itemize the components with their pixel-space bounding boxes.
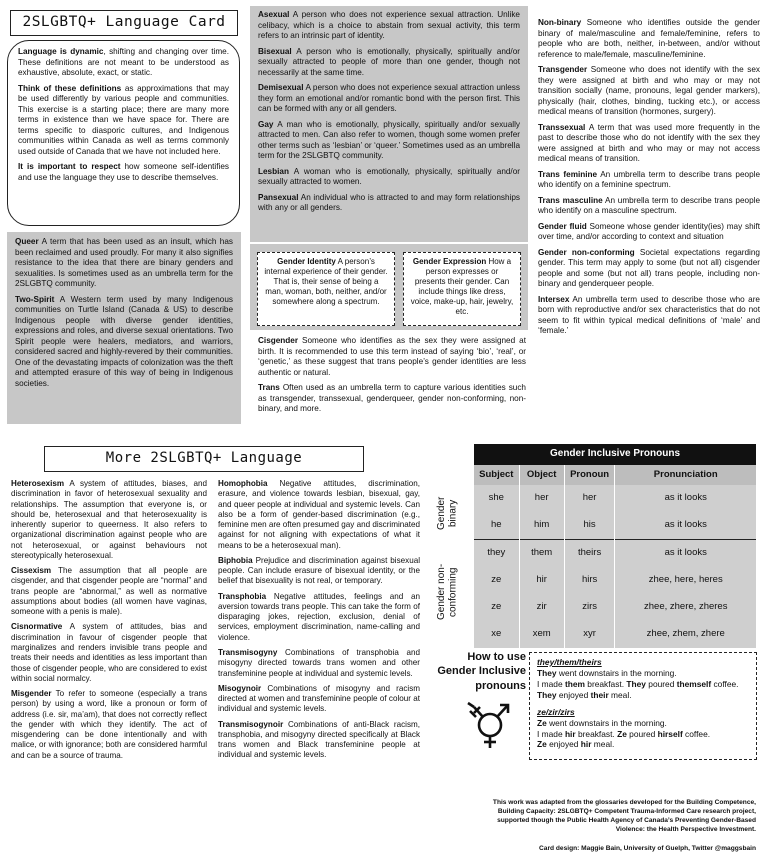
term-label: Misogynoir xyxy=(218,683,262,693)
term-label: Transgender xyxy=(538,65,588,74)
term-label: Transsexual xyxy=(538,122,586,132)
glossary-entry xyxy=(15,237,233,290)
cell-pronunciation: zhee, zhere, zheres xyxy=(615,594,756,621)
example-sentence xyxy=(537,679,749,690)
gender-identity-box xyxy=(257,252,395,326)
intro-box xyxy=(7,40,240,226)
gender-identity-term: Gender Identity xyxy=(277,257,336,266)
term-definition: Prejudice and discrimination against bisexual people. Can include erasure of bisexual identity, or the belief that bisexuality is not real, or temporary. xyxy=(218,555,420,586)
term-label: Demisexual xyxy=(258,83,304,92)
term-label: Trans masculine xyxy=(538,195,603,205)
term-label: Misgender xyxy=(11,689,52,699)
cell-pronoun: his xyxy=(564,512,615,539)
more-left-column xyxy=(11,479,207,766)
glossary-entry xyxy=(538,123,760,165)
term-definition: A person who does not experience sexual attraction. Unlike celibacy, which is a choice to abstain from sexual activity, this term refers to an intrinsic part of identity. xyxy=(258,10,520,40)
pronoun-table-wrap xyxy=(474,444,756,648)
term-definition: An umbrella term to describe trans people who identify on a feminine spectrum. xyxy=(538,169,760,189)
term-label: Gender fluid xyxy=(538,221,587,231)
card-title: 2SLGBTQ+ Language Card xyxy=(10,10,238,36)
term-label: Language is dynamic xyxy=(18,47,104,56)
example-pronoun: Ze xyxy=(537,739,547,750)
cell-subject: xe xyxy=(474,621,519,648)
middle-white-list xyxy=(258,336,526,415)
term-label: Transmisogyny xyxy=(218,647,278,657)
term-label: Homophobia xyxy=(218,479,268,488)
term-label: Intersex xyxy=(538,294,570,304)
example-pronoun: hir xyxy=(580,739,592,750)
example-text: breakfast. xyxy=(584,678,627,689)
term-definition: Combinations of anti-Black racism, transphobia, and misogyny directed specifically at Black trans women and Black transfeminine people at individual and systemic levels. xyxy=(218,719,420,760)
cell-subject: ze xyxy=(474,594,519,621)
middle-gray-list xyxy=(258,10,520,214)
example-pronoun: hir xyxy=(564,728,576,739)
cell-subject: they xyxy=(474,539,519,566)
term-definition: An individual who is attracted to and may form relationships with any or all genders. xyxy=(258,192,520,212)
glossary-entry xyxy=(258,383,526,415)
gender-expression-box xyxy=(403,252,521,326)
term-definition: A person who does not experience sexual attraction unless they form an emotional and/or romantic bond with the person first. This can be formed with any or all genders. xyxy=(258,83,520,113)
term-definition: Someone who identifies outside the gender binary of male/masculine and female/feminine, refers to people who are both, neither, in-between, and/or without reference to male/female, masculine/feminine. xyxy=(538,18,760,59)
cell-subject: ze xyxy=(474,567,519,594)
cell-pronoun: theirs xyxy=(564,539,615,566)
table-row xyxy=(474,512,756,539)
glossary-entry xyxy=(258,336,526,378)
term-definition: The assumption that all people are cisgender, and that cisgender people are “normal” and trans people are “abnormal,” as well as normative assumptions about bodies (all women have vaginas, someone with a penis is male). xyxy=(11,566,207,617)
cell-pronunciation: zhee, here, heres xyxy=(615,567,756,594)
example-pronoun: hirself xyxy=(657,728,683,739)
example-text: poured xyxy=(626,728,658,739)
more-mid-list xyxy=(218,479,420,761)
term-definition: A Western term used by many Indigenous communities on Turtle Island (Canada & US) to describe Indigenous people with diverse gender identities, expressions and roles, and diverse sexual orientations. Two Spirit people were healers, mediators, and warriors, considered sacred and highly-revered by their communities. One of the devastating impacts of colonization was the theft and attempted erasure of this way of being in Indigenous societies. xyxy=(15,294,233,388)
term-label: It is important to respect xyxy=(18,162,121,171)
right-col-list xyxy=(538,18,760,337)
term-label: Gender non-conforming xyxy=(538,247,635,257)
term-label: Gay xyxy=(258,119,274,129)
cell-pronunciation: as it looks xyxy=(615,539,756,566)
glossary-entry xyxy=(258,83,520,115)
term-definition: , shifting and changing over time. These definitions are not meant to be understood as exhaustive, absolute, exact, or static. xyxy=(18,47,230,77)
pronoun-table xyxy=(474,465,756,648)
cell-pronunciation: zhee, zhem, zhere xyxy=(615,621,756,648)
middle-white-panel xyxy=(258,336,526,420)
glossary-entry xyxy=(11,479,207,561)
col-header: Pronunciation xyxy=(615,465,756,485)
cell-object: zir xyxy=(519,594,564,621)
example-sentence xyxy=(537,690,749,701)
ze-example-lines xyxy=(537,718,749,751)
term-definition: A person who is emotionally, physically, spiritually and/or sexually attracted to people of more than one gender, though not necessarily at the same time. xyxy=(258,46,520,77)
group-label-binary: Gender binary xyxy=(436,496,459,530)
glossary-entry xyxy=(218,720,420,761)
example-pronoun: They xyxy=(537,667,557,678)
glossary-entry xyxy=(538,248,760,290)
cell-object: her xyxy=(519,485,564,512)
example-text: coffee. xyxy=(682,728,711,739)
term-definition: as approximations that may be used differently by various people and communities. This exercise is a starting place; there are many more terms in existence than we have space for. There are terms specific to diasporic cultures, and Indigenous communities within Canada as well as terms commonly used outside of Canada that we have not included here. xyxy=(18,83,229,156)
cell-pronunciation: as it looks xyxy=(615,512,756,539)
cell-pronoun: zirs xyxy=(564,594,615,621)
glossary-entry xyxy=(538,196,760,217)
intro-list xyxy=(18,47,229,183)
col-header: Object xyxy=(519,465,564,485)
pronoun-table-header-row xyxy=(474,465,756,485)
table-row xyxy=(474,539,756,566)
gender-symbols-icon xyxy=(466,697,524,749)
term-definition: An umbrella term to describe trans people who identify on a masculine spectrum. xyxy=(538,195,760,215)
term-label: Transmisogynoir xyxy=(218,719,284,729)
table-row xyxy=(474,485,756,512)
more-middle-column xyxy=(218,479,420,766)
example-text: meal. xyxy=(591,739,615,750)
term-definition: how someone self-identifies and use the language they use to describe themselves. xyxy=(18,162,229,182)
cell-pronoun: xyr xyxy=(564,621,615,648)
glossary-entry xyxy=(258,167,520,188)
example-text: I made xyxy=(537,728,565,739)
example-text: I made xyxy=(537,678,565,689)
term-definition: Someone whose gender identity(ies) may shift over time, and/or according to context and situation xyxy=(538,221,761,241)
term-label: Heterosexism xyxy=(11,479,65,488)
middle-gray-panel xyxy=(250,6,528,242)
example-text: went downstairs in the morning. xyxy=(546,717,667,728)
example-text: enjoyed xyxy=(546,739,581,750)
example-text: poured xyxy=(645,678,677,689)
glossary-entry xyxy=(538,65,760,118)
col-header: Pronoun xyxy=(564,465,615,485)
example-pronoun: They xyxy=(626,678,646,689)
glossary-entry xyxy=(218,556,420,587)
term-definition: Combinations of misogyny and racism directed at women and transfeminine people of colour at individual and systemic levels. xyxy=(218,683,420,714)
glossary-entry xyxy=(538,295,760,337)
design-credit: Card design: Maggie Bain, University of Guelph, Twitter @maggsbain xyxy=(539,845,756,852)
glossary-entry xyxy=(11,689,207,761)
left-gray-list xyxy=(15,237,233,389)
term-label: Asexual xyxy=(258,10,290,19)
how-to-use-heading: How to use Gender Inclusive pronouns xyxy=(437,651,526,692)
cell-object: xem xyxy=(519,621,564,648)
cell-subject: she xyxy=(474,485,519,512)
cell-object: him xyxy=(519,512,564,539)
left-gray-panel xyxy=(7,232,241,424)
glossary-entry xyxy=(258,47,520,79)
term-definition: Someone who identifies as the sex they were assigned at birth. It is recommended to use this term instead of saying ‘bio’, ‘real’, or ‘genetic,’ as these suggest that trans people’s gender identities are less authentic or natural. xyxy=(258,336,526,377)
example-text: enjoyed xyxy=(556,689,591,700)
term-definition: An umbrella term used to describe those who are born with reproductive and/or sex characteristics that do not seem to fit within typical medical definitions of ‘male’ and ‘female.’ xyxy=(538,294,760,335)
cell-object: hir xyxy=(519,567,564,594)
glossary-entry xyxy=(258,120,520,162)
example-text: coffee. xyxy=(711,678,739,689)
glossary-entry xyxy=(538,18,760,60)
cell-pronoun: her xyxy=(564,485,615,512)
intro-paragraph xyxy=(18,84,229,158)
term-definition: A man who is emotionally, physically, spiritually and/or sexually attracted to men. Can also refer to women, though some women prefer other terms such as ‘lesbian’ or ‘queer.’ Sometimes used as an umbrella term for the 2SLGBTQ community. xyxy=(258,119,520,160)
term-label: Biphobia xyxy=(218,555,253,565)
term-label: Non-binary xyxy=(538,18,582,27)
right-column xyxy=(538,18,760,342)
term-definition: A system of attitudes, biases, and discrimination in favor of heterosexual sexuality and relationships. The assumption that everyone is, or should be, heterosexual and that heterosexuality is inherently superior to queerness. It also refers to organizational discrimination against people who are not heterosexual, or against behaviours not stereotypically heterosexual. xyxy=(11,479,207,560)
term-definition: Someone who does not identify with the sex they were assigned at birth and who may or may not transition socially (name, pronouns, legal gender markers), physically (hair, clothes, binding, tucking etc.), or access medical means of transition (hormones, surgery). xyxy=(538,65,760,116)
term-definition: Societal expectations regarding gender. This term may apply to some (but not all) cisgender people and some (but not all) trans people, including non-binary and genderqueer people. xyxy=(538,247,760,288)
glossary-entry xyxy=(218,648,420,679)
pronoun-examples-box xyxy=(529,652,757,760)
intro-paragraph xyxy=(18,47,229,79)
example-pronoun: them xyxy=(564,678,585,689)
term-definition: Negative attitudes, feelings and an aversion towards trans people. This can take the form of disparaging jokes, rejection, exclusion, denial of services, employment discrimination, name-calling and violence. xyxy=(218,591,420,642)
group-label-nonconforming: Gender non-conforming xyxy=(436,563,459,621)
term-definition: A term that was used more frequently in the past to describe those who do not identify with the sex they were assigned at birth and who may or may not access medical means of transition. xyxy=(538,122,760,163)
glossary-entry xyxy=(538,222,760,243)
example-pronoun: Ze xyxy=(537,717,547,728)
glossary-entry xyxy=(11,622,207,684)
glossary-entry xyxy=(218,479,420,551)
table-row xyxy=(474,594,756,621)
cell-subject: he xyxy=(474,512,519,539)
term-label: Two-Spirit xyxy=(15,294,55,304)
example-sentence xyxy=(537,718,749,729)
gender-identity-text: A person’s internal experience of their gender. That is, their sense of being a man, woman, both, neither, and/or somewhere along a spectrum. xyxy=(264,257,388,306)
example-text: breakfast. xyxy=(575,728,618,739)
example-sentence xyxy=(537,739,749,750)
glossary-entry xyxy=(15,295,233,390)
term-label: Lesbian xyxy=(258,166,289,176)
gender-expression-text: How a person expresses or presents their gender. Can include things like dress, voice, make-up, hair, jewelry, etc. xyxy=(410,257,514,316)
example-text: meal. xyxy=(608,689,632,700)
term-definition: A system of attitudes, bias and discrimination in favour of cisgender people that marginalizes and renders invisible trans people and treats their needs and identities as less important than those of cisgender people, who are considered to exist within social normalcy. xyxy=(11,622,207,683)
credit-text: This work was adapted from the glossaries developed for the Building Competence, Building Capacity: 2SLGBTQ+ Competent Trauma-Informed Care research project, supported though the Public Health Agency of Canada’s Preventing Gender-Based Violence: the Health Perspective Investment. xyxy=(492,799,756,834)
term-definition: A term that has been used as an insult, which has been reclaimed and used proudly. For many it also signifies resistance to the idea that there are binary genders and sexualities. Is sometimes used as an umbrella term for the 2SLGBTQ community. xyxy=(15,237,233,288)
example-pronoun: themself xyxy=(676,678,712,689)
term-label: Queer xyxy=(15,237,39,246)
glossary-entry xyxy=(218,592,420,643)
example-pronoun: They xyxy=(537,689,557,700)
term-label: Cisnormative xyxy=(11,622,63,632)
term-label: Pansexual xyxy=(258,192,299,202)
glossary-entry xyxy=(538,170,760,191)
term-definition: Often used as an umbrella term to capture various identities such as transgender, transsexual, genderqueer, gender non-conforming, non-binary, and more. xyxy=(258,383,526,413)
ze-example-heading: ze/zir/zirs xyxy=(537,706,575,717)
table-row xyxy=(474,621,756,648)
term-definition: Combinations of transphobia and misogyny directed towards trans women and other transfeminine people at individual and systemic levels. xyxy=(218,647,420,678)
glossary-entry xyxy=(218,684,420,715)
gender-expression-term: Gender Expression xyxy=(412,257,487,266)
cell-pronoun: hirs xyxy=(564,567,615,594)
term-label: Trans xyxy=(258,383,280,392)
cell-object: them xyxy=(519,539,564,566)
they-example-lines xyxy=(537,668,749,701)
term-definition: Negative attitudes, discrimination, erasure, and violence towards lesbian, bisexual, gay, and queer people at individual and systemic levels. Can also be a form of gender-based discrimination (e.g., feminine men are often presumed gay and discriminated against for not aligning with expectations of what it means to be a heterosexual man). xyxy=(218,479,421,550)
glossary-entry xyxy=(258,193,520,214)
term-label: Bisexual xyxy=(258,46,292,56)
term-definition: A woman who is emotionally, physically, spiritually and/or sexually attracted to women. xyxy=(258,166,520,186)
example-text: went downstairs in the morning. xyxy=(556,667,677,678)
example-sentence xyxy=(537,729,749,740)
more-left-list xyxy=(11,479,207,761)
example-pronoun: Ze xyxy=(617,728,627,739)
term-label: Cisgender xyxy=(258,336,299,345)
glossary-entry xyxy=(11,566,207,617)
they-example-heading: they/them/theirs xyxy=(537,657,602,667)
example-pronoun: their xyxy=(590,689,609,700)
cell-pronunciation: as it looks xyxy=(615,485,756,512)
col-header: Subject xyxy=(474,465,519,485)
term-label: Transphobia xyxy=(218,591,267,601)
glossary-entry xyxy=(258,10,520,42)
term-label: Trans feminine xyxy=(538,169,598,179)
pronoun-table-heading: Gender Inclusive Pronouns xyxy=(474,444,756,465)
intro-paragraph xyxy=(18,162,229,183)
term-definition: To refer to someone (especially a trans person) by using a word, like a pronoun or form of address (i.e. sir, ma’am), that does not correctly reflect the gender with which they identify. The act of misgendering can be done intentionally and with malice, or with ignorance; both are considered harmful and can be a source of trauma. xyxy=(11,689,207,760)
term-label: Think of these definitions xyxy=(18,83,122,93)
term-label: Cissexism xyxy=(11,566,52,576)
example-sentence xyxy=(537,668,749,679)
table-row xyxy=(474,567,756,594)
more-title: More 2SLGBTQ+ Language xyxy=(44,446,364,472)
